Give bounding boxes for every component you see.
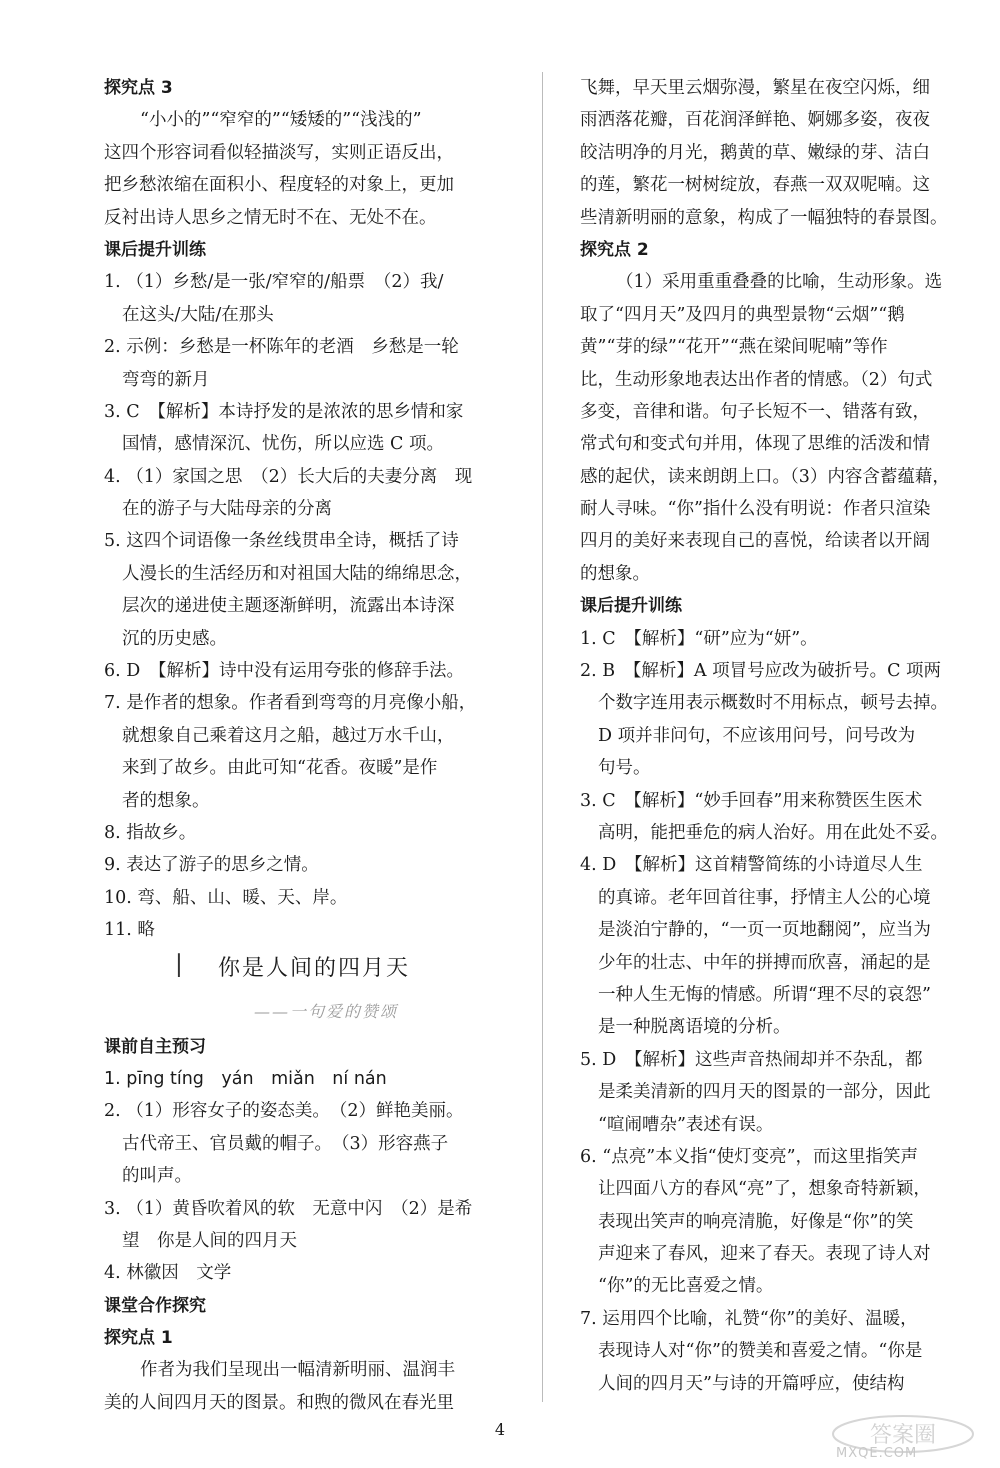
explore2-line: （1）采用重重叠叠的比喻，生动形象。选 [616, 272, 943, 293]
explore2-line: 黄”“芽的绿”“花开”“燕在梁间呢喃”等作 [580, 337, 888, 358]
answer-line: 在的游子与大陆母亲的分离 [122, 499, 332, 520]
cooperate-heading: 课堂合作探究 [104, 1295, 206, 1316]
title-mark-icon: ▏ [178, 952, 194, 977]
answer-line: 3. C 【解析】本诗抒发的是浓浓的思乡情和家 [104, 401, 464, 422]
practice-heading: 课后提升训练 [580, 596, 682, 617]
explore2-line: 耐人寻味。“你”指什么没有明说：作者只渲染 [580, 499, 931, 520]
answer-line: 4. 林徽因 文学 [104, 1263, 232, 1284]
answer-line: 高明，能把垂危的病人治好。用在此处不妥。 [598, 822, 948, 843]
explore2-line: 四月的美好来表现自己的喜悦，给读者以开阔 [580, 531, 930, 552]
explore2-line: 的想象。 [580, 563, 650, 584]
answer-line: 表现诗人对“你”的赞美和喜爱之情。“你是 [598, 1341, 923, 1362]
answer-line: 8. 指故乡。 [104, 822, 197, 843]
answer-line: 声迎来了春风，迎来了春天。表现了诗人对 [598, 1244, 931, 1265]
practice-heading: 课后提升训练 [104, 239, 206, 260]
continued-line: 飞舞，早天里云烟弥漫，繁星在夜空闪烁，细 [580, 78, 930, 98]
answer-line: 的叫声。 [122, 1166, 192, 1187]
answer-line: 人间的四月天”与诗的开篇呼应，使结构 [598, 1373, 905, 1394]
continued-line: 皎洁明净的月光，鹅黄的草、嫩绿的芽、洁白 [580, 142, 930, 163]
column-divider [542, 72, 543, 1402]
answer-line: 表现出笑声的响亮清脆，好像是“你”的笑 [598, 1211, 914, 1232]
answer-line: 3. （1）黄昏吹着风的软 无意中闪 （2）是希 [104, 1198, 473, 1219]
answer-line: 2. 示例：乡愁是一杯陈年的老酒 乡愁是一轮 [104, 337, 459, 358]
answer-line: 2. B 【解析】A 项冒号应改为破折号。C 项两 [580, 661, 942, 682]
pinyin-line: 1. pīng tíng yán miǎn ní nán [104, 1068, 387, 1089]
explore3-heading: 探究点 3 [104, 78, 173, 98]
answer-line: 4. （1）家国之思 （2）长大后的夫妻分离 现 [104, 466, 473, 487]
left-column [104, 72, 504, 1419]
lesson-subtitle: ——一句爱的赞颂 [254, 1001, 399, 1021]
answer-line: 7. 是作者的想象。作者看到弯弯的月亮像小船， [104, 693, 477, 714]
svg-text:答案圈: 答案圈 [869, 1423, 937, 1448]
answer-line: 人漫长的生活经历和对祖国大陆的绵绵思念， [122, 563, 472, 584]
answer-line: 个数字连用表示概数时不用标点，顿号去掉。 [598, 693, 948, 714]
answer-line: D 项并非问句，不应该用问号，问号改为 [598, 725, 916, 746]
answer-line: 让四面八方的春风“亮”了，想象奇特新颖， [598, 1179, 931, 1200]
explore3-line: 反衬出诗人思乡之情无时不在、无处不在。 [104, 207, 437, 228]
answer-line: 就想象自己乘着这月之船，越过万水千山， [122, 725, 455, 746]
preview-heading: 课前自主预习 [104, 1036, 206, 1057]
answer-line: 是一种脱离语境的分析。 [598, 1017, 791, 1038]
answer-line: 是柔美清新的四月天的图景的一部分，因此 [598, 1082, 931, 1103]
answer-line: “你”的无比喜爱之情。 [598, 1276, 774, 1297]
explore2-line: 比，生动形象地表达出作者的情感。（2）句式 [580, 369, 933, 390]
answer-line: 层次的递进使主题逐渐鲜明，流露出本诗深 [122, 596, 455, 617]
answer-line: 9. 表达了游子的思乡之情。 [104, 855, 319, 876]
continued-line: 些清新明丽的意象，构成了一幅独特的春景图。 [580, 207, 948, 228]
answer-line: 7. 运用四个比喻，礼赞“你”的美好、温暖， [580, 1308, 918, 1329]
answer-line: 5. 这四个词语像一条丝线贯串全诗，概括了诗 [104, 531, 459, 552]
explore2-line: 多变，音律和谐。句子长短不一、错落有致， [580, 401, 930, 422]
lesson-title: 你是人间的四月天 [218, 955, 411, 981]
answer-line: 一种人生无悔的情感。所谓“理不尽的哀怨” [598, 984, 931, 1005]
explore2-heading: 探究点 2 [580, 239, 649, 260]
continued-line: 雨洒落花瓣，百花润泽鲜艳、婀娜多姿，夜夜 [580, 110, 930, 131]
answer-line: “喧闹嘈杂”表述有误。 [598, 1114, 774, 1135]
answer-line: 6. “点亮”本义指“使灯变亮”，而这里指笑声 [580, 1146, 919, 1167]
answer-line: 望 你是人间的四月天 [122, 1230, 297, 1251]
explore1-line: 作者为我们呈现出一幅清新明丽、温润丰 [140, 1360, 455, 1381]
page-number: 4 [494, 1420, 506, 1439]
explore1-line: 美的人间四月天的图景。和煦的微风在春光里 [104, 1392, 454, 1413]
answer-line: 国情，感情深沉、忧伤，所以应选 C 项。 [122, 434, 445, 455]
answer-line: 10. 弯、船、山、暖、天、岸。 [104, 887, 348, 908]
explore1-heading: 探究点 1 [104, 1328, 173, 1349]
answer-line: 5. D 【解析】这些声音热闹却并不杂乱，都 [580, 1049, 923, 1070]
answer-line: 古代帝王、官员戴的帽子。 （3）形容燕子 [122, 1133, 449, 1154]
explore2-line: 取了“四月天”及四月的典型景物“云烟”“鹅 [580, 304, 905, 325]
answer-line: 弯弯的新月 [122, 369, 210, 390]
answer-line: 1. C 【解析】“研”应为“妍”。 [580, 628, 818, 649]
answer-line: 4. D 【解析】这首精警简练的小诗道尽人生 [580, 855, 923, 876]
explore3-line: “小小的”“窄窄的”“矮矮的”“浅浅的” [140, 110, 422, 131]
answer-line: 在这头/大陆/在那头 [122, 304, 274, 325]
answer-line: 6. D 【解析】诗中没有运用夸张的修辞手法。 [104, 661, 465, 682]
answer-line: 句号。 [598, 758, 651, 779]
answer-line: 来到了故乡。由此可知“花香。夜暖”是作 [122, 758, 438, 779]
watermark-text: MXQE.COM [836, 1446, 918, 1461]
answer-line: 3. C 【解析】“妙手回春”用来称赞医生医术 [580, 790, 923, 811]
answer-line: 2. （1）形容女子的姿态美。 （2）鲜艳美丽。 [104, 1101, 464, 1122]
lesson-title-block [104, 947, 504, 997]
continued-line: 的莲，繁花一树树绽放，春燕一双双呢喃。这 [580, 175, 930, 196]
answer-line: 沉的历史感。 [122, 628, 227, 649]
answer-line: 少年的壮志、中年的拼搏而欣喜，涌起的是 [598, 952, 931, 973]
answer-line: 11. 略 [104, 920, 155, 941]
explore2-line: 常式句和变式句并用，体现了思维的活泼和情 [580, 434, 930, 455]
explore3-line: 这四个形容词看似轻描淡写，实则正语反出， [104, 142, 454, 163]
answer-line: 者的想象。 [122, 790, 210, 811]
explore3-line: 把乡愁浓缩在面积小、程度轻的对象上，更加 [104, 175, 454, 196]
right-column [580, 72, 976, 1400]
answer-line: 是淡泊宁静的，“一页一页地翻阅”，应当为 [598, 920, 931, 941]
explore2-line: 感的起伏，读来朗朗上口。（3）内容含蓄蕴藉， [580, 466, 950, 487]
answer-line: 的真谛。老年回首往事，抒情主人公的心境 [598, 887, 931, 908]
answer-line: 1. （1）乡愁/是一张/窄窄的/船票 （2）我/ [104, 272, 444, 293]
